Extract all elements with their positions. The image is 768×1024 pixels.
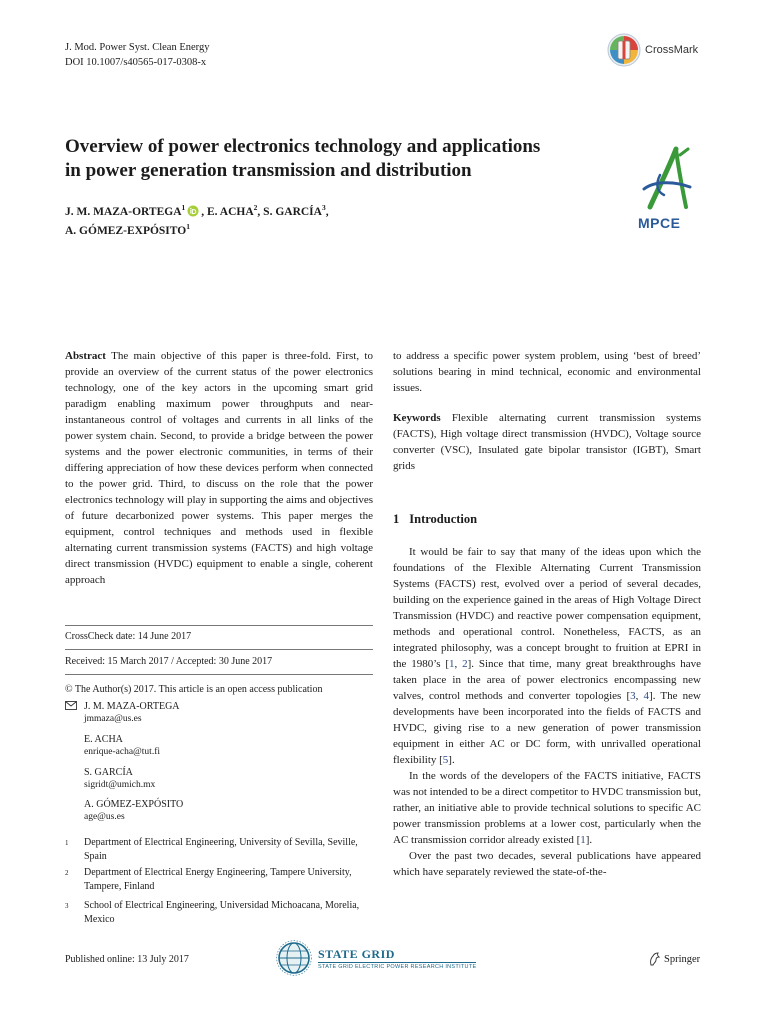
paragraph-text: ]. The new developments have been incorporated into the fields of FACTS and HVDC, giving rise to a new generation of power transmission equipment in either AC or DC form, with unrivalled operational flexibility [ [393, 690, 701, 766]
affiliation-marker: 2 [253, 203, 258, 213]
crossmark-label: CrossMark [645, 44, 699, 56]
intro-paragraph-3: Over the past two decades, several publications have appeared which have separately reviewed the state-of-the- [393, 850, 701, 878]
globe-icon [276, 940, 312, 976]
citation-link[interactable]: 1 [580, 834, 586, 846]
keywords-label: Keywords [393, 412, 441, 424]
paragraph-text: ]. [585, 834, 593, 846]
contact-email[interactable]: enrique-acha@tut.fi [84, 747, 161, 757]
crossmark-icon [607, 33, 641, 67]
paragraph-text: In the words of the developers of the FACTS initiative, FACTS was not intended to be a direct competitor to HVDC transmission but, rather, an initiative able to provide technical solutions to specific AC power transmission problems at a lower cost, particularly when the AC transmission corridor already existed [ [393, 770, 701, 846]
section-heading [393, 512, 477, 527]
published-online-date: Published online: 13 July 2017 [65, 954, 189, 965]
right-column [393, 348, 701, 474]
mpce-label: MPCE [638, 215, 681, 231]
affiliation-number: 3 [65, 902, 69, 910]
paragraph-text: ]. Since that time, many great breakthroughs have taken place in the area of power electronics encompassing new valves, control methods and converter topologies [ [393, 658, 701, 702]
springer-horse-icon [648, 952, 660, 966]
author-name[interactable]: , E. ACHA [201, 206, 254, 218]
abstract [65, 348, 373, 588]
paragraph-text: ]. [448, 754, 455, 766]
contact-name: A. GÓMEZ-EXPÓSITO [84, 799, 184, 810]
affiliation [65, 836, 373, 864]
orcid-icon[interactable] [187, 205, 199, 223]
citation-link[interactable]: 2 [462, 658, 468, 670]
introduction-body [393, 544, 701, 880]
affiliation-number: 2 [65, 869, 69, 877]
citation-separator: , [635, 690, 644, 702]
citation-link[interactable]: 5 [442, 754, 449, 766]
copyright-line: © The Author(s) 2017. This article is an open access publication [65, 684, 323, 695]
state-grid-subtitle: STATE GRID ELECTRIC POWER RESEARCH INSTITUTE [318, 963, 477, 970]
intro-paragraph-2 [393, 768, 701, 848]
affiliation-text: Department of Electrical Engineering, University of Sevilla, Seville, Spain [84, 837, 358, 862]
section-title: Introduction [409, 512, 478, 526]
intro-paragraph-1 [393, 544, 701, 768]
contact-entry [65, 700, 180, 726]
divider [65, 674, 373, 675]
state-grid-logo [276, 940, 476, 976]
springer-logo [648, 952, 700, 966]
title-line-2: in power generation transmission and distribution [65, 160, 472, 181]
contact-name: J. M. MAZA-ORTEGA [84, 701, 180, 712]
author-name[interactable]: , S. GARCÍA [257, 206, 322, 218]
contact-entry [65, 733, 160, 759]
keywords [393, 410, 701, 474]
affiliation-marker: 1 [186, 222, 190, 232]
keywords-text: Flexible alternating current transmission systems (FACTS), High voltage direct transmission (HVDC), Voltage source converter (VSC), Insulated gate bipolar transistor (IGBT), Smart grids [393, 412, 702, 472]
affiliation-text: Department of Electrical Energy Engineering, Tampere University, Tampere, Finland [84, 867, 352, 892]
citation-separator: , [454, 658, 463, 670]
state-grid-title: STATE GRID [318, 946, 395, 961]
affiliation-marker: 3 [321, 203, 326, 213]
mpce-logo [630, 145, 710, 235]
contact-entry [65, 798, 183, 824]
received-accepted-dates: Received: 15 March 2017 / Accepted: 30 June 2017 [65, 656, 273, 667]
springer-label: Springer [664, 953, 701, 965]
doi[interactable]: DOI 10.1007/s40565-017-0308-x [65, 57, 207, 68]
citation-link[interactable]: 1 [449, 658, 455, 670]
envelope-icon [65, 701, 77, 710]
contact-email[interactable]: age@us.es [84, 812, 125, 822]
contact-name: S. GARCÍA [84, 767, 133, 778]
affiliation-marker: 1 [181, 203, 186, 213]
paragraph-text: It would be fair to say that many of the ideas upon which the foundations of the Flexible Alternating Current Transmission Systems (FACTS) rest, evolved over a period of several decades, building on the experience gained in the areas of High Voltage Direct Transmission (HVDC) and reactive power compensation equipment, methods and operational control. Nonetheless, FACTS, as an integrated philosophy, was a concept brought to fruition at EPRI in the 1980’s [ [393, 546, 701, 670]
affiliation-number: 1 [65, 839, 69, 847]
author-list [65, 204, 585, 240]
author-name[interactable]: A. GÓMEZ-EXPÓSITO [65, 225, 187, 237]
affiliation [65, 899, 373, 927]
contact-entry [65, 766, 155, 792]
contact-name: E. ACHA [84, 734, 123, 745]
abstract-continuation: to address a specific power system problem, using ‘best of breed’ solutions bearing in mind technical, economic and environmental issues. [393, 350, 701, 394]
affiliation-text: School of Electrical Engineering, Universidad Michoacana, Morelia, Mexico [84, 900, 360, 925]
journal-name: J. Mod. Power Syst. Clean Energy [65, 42, 210, 53]
title-line-1: Overview of power electronics technology and applications [65, 136, 541, 157]
citation-link[interactable]: 3 [630, 690, 636, 702]
divider [65, 649, 373, 650]
affiliation [65, 866, 373, 894]
author-name[interactable]: J. M. MAZA-ORTEGA [65, 206, 182, 218]
contact-email[interactable]: jmmaza@us.es [84, 714, 142, 724]
abstract-text: The main objective of this paper is three-fold. First, to provide an overview of the current status of the power electronics technology, one of the key actors in the upcoming smart grid paradigm enabling maximum power throughputs and near-instantaneous control of voltages and currents in all links of the power system chain. Second, to provide a bridge between the power systems and the power electronic communities, in terms of their differing appreciation of how these devices perform when connected to the power grid. Third, to discuss on the role that the power electronics technology will play in supporting the aims and objectives of future decarbonized power systems. This paper merges the equipment, control techniques and methods used in flexible alternating current transmission systems (FACTS) and high voltage direct transmission (HVDC) equipment to enable a single, coherent approach [65, 350, 373, 586]
contact-email[interactable]: sigridt@umich.mx [84, 780, 156, 790]
paper-title [65, 135, 625, 183]
citation-link[interactable]: 4 [643, 690, 650, 702]
author-separator: , [325, 206, 329, 218]
divider [65, 625, 373, 626]
crossmark-badge[interactable] [607, 32, 698, 68]
abstract-label: Abstract [65, 350, 106, 362]
section-number: 1 [393, 512, 400, 526]
crosscheck-date: CrossCheck date: 14 June 2017 [65, 631, 192, 642]
